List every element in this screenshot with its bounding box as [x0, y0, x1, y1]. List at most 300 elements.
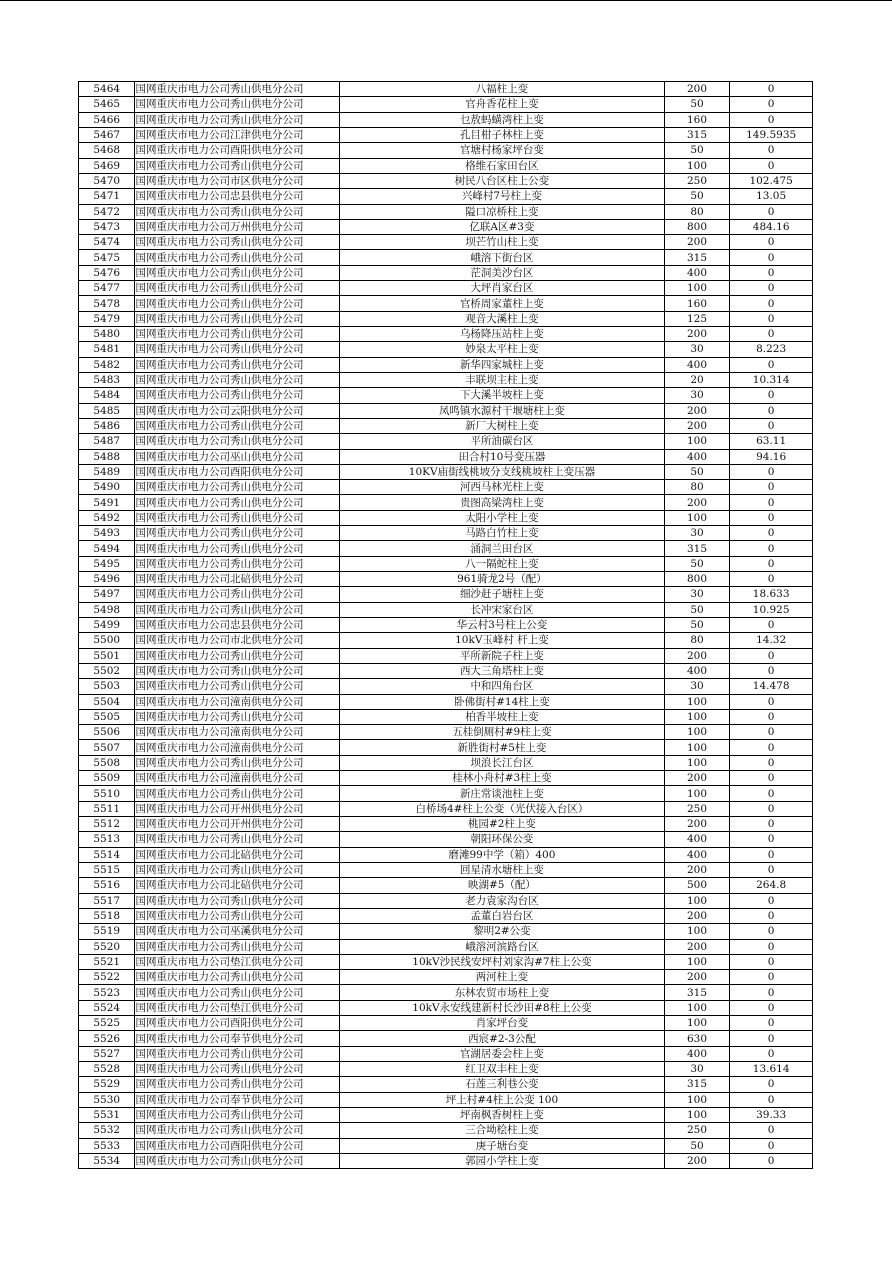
- row-number-cell: 5466: [79, 112, 135, 127]
- company-cell: 国网重庆市电力公司秀山供电分公司: [135, 970, 340, 985]
- row-number-cell: 5529: [79, 1077, 135, 1092]
- company-cell: 国网重庆市电力公司秀山供电分公司: [135, 786, 340, 801]
- row-number-cell: 5515: [79, 862, 135, 877]
- capacity-cell: 100: [664, 281, 730, 296]
- value-cell: 0: [730, 648, 813, 663]
- company-cell: 国网重庆市电力公司秀山供电分公司: [135, 893, 340, 908]
- row-number-cell: 5486: [79, 418, 135, 433]
- row-number-cell: 5487: [79, 434, 135, 449]
- row-number-cell: 5488: [79, 449, 135, 464]
- capacity-cell: 315: [664, 985, 730, 1000]
- value-cell: 0: [730, 1000, 813, 1015]
- value-cell: 0: [730, 510, 813, 525]
- transformer-name-cell: 10kV永安线建新村长沙田#8柱上公变: [340, 1000, 665, 1015]
- capacity-cell: 250: [664, 173, 730, 188]
- capacity-cell: 160: [664, 112, 730, 127]
- company-cell: 国网重庆市电力公司秀山供电分公司: [135, 602, 340, 617]
- table-row: [79, 127, 813, 142]
- value-cell: 0: [730, 908, 813, 923]
- value-cell: 0: [730, 954, 813, 969]
- company-cell: 国网重庆市电力公司秀山供电分公司: [135, 663, 340, 678]
- table-row: [79, 342, 813, 357]
- capacity-cell: 200: [664, 939, 730, 954]
- row-number-cell: 5511: [79, 801, 135, 816]
- value-cell: 0: [730, 403, 813, 418]
- row-number-cell: 5484: [79, 388, 135, 403]
- table-row: [79, 112, 813, 127]
- transformer-name-cell: 马路白竹柱上变: [340, 526, 665, 541]
- company-cell: 国网重庆市电力公司酉阳供电分公司: [135, 143, 340, 158]
- table-row: [79, 296, 813, 311]
- value-cell: 0: [730, 832, 813, 847]
- value-cell: 0: [730, 235, 813, 250]
- value-cell: 18.633: [730, 587, 813, 602]
- capacity-cell: 400: [664, 449, 730, 464]
- row-number-cell: 5517: [79, 893, 135, 908]
- transformer-name-cell: 乜敖蚂蟥湾柱上变: [340, 112, 665, 127]
- company-cell: 国网重庆市电力公司秀山供电分公司: [135, 556, 340, 571]
- table-row: [79, 541, 813, 556]
- company-cell: 国网重庆市电力公司秀山供电分公司: [135, 648, 340, 663]
- company-cell: 国网重庆市电力公司秀山供电分公司: [135, 755, 340, 770]
- transformer-name-cell: 回星清水塘柱上变: [340, 862, 665, 877]
- transformer-name-cell: 平所油碳台区: [340, 434, 665, 449]
- capacity-cell: 200: [664, 970, 730, 985]
- company-cell: 国网重庆市电力公司忠县供电分公司: [135, 617, 340, 632]
- capacity-cell: 50: [664, 464, 730, 479]
- transformer-name-cell: 八一隔蛇柱上变: [340, 556, 665, 571]
- value-cell: 0: [730, 1077, 813, 1092]
- row-number-cell: 5518: [79, 908, 135, 923]
- transformer-name-cell: 峨溶下街台区: [340, 250, 665, 265]
- value-cell: 0: [730, 418, 813, 433]
- value-cell: 0: [730, 388, 813, 403]
- transformer-name-cell: 石莲三利巷公变: [340, 1077, 665, 1092]
- transformer-name-cell: 庚子塘台变: [340, 1138, 665, 1153]
- transformer-name-cell: 三合坳桧柱上变: [340, 1123, 665, 1138]
- company-cell: 国网重庆市电力公司秀山供电分公司: [135, 832, 340, 847]
- company-cell: 国网重庆市电力公司秀山供电分公司: [135, 265, 340, 280]
- table-row: [79, 143, 813, 158]
- table-row: [79, 357, 813, 372]
- value-cell: 149.5935: [730, 127, 813, 142]
- value-cell: 0: [730, 1092, 813, 1107]
- table-row: [79, 954, 813, 969]
- company-cell: 国网重庆市电力公司秀山供电分公司: [135, 112, 340, 127]
- row-number-cell: 5497: [79, 587, 135, 602]
- capacity-cell: 50: [664, 1138, 730, 1153]
- transformer-name-cell: 西宸#2-3公配: [340, 1031, 665, 1046]
- capacity-cell: 200: [664, 771, 730, 786]
- company-cell: 国网重庆市电力公司北碚供电分公司: [135, 572, 340, 587]
- company-cell: 国网重庆市电力公司秀山供电分公司: [135, 296, 340, 311]
- transformer-name-cell: 肖家坪台变: [340, 1016, 665, 1031]
- row-number-cell: 5473: [79, 219, 135, 234]
- transformer-name-cell: 隘口凉桥柱上变: [340, 204, 665, 219]
- transformer-name-cell: 官湖居委会柱上变: [340, 1046, 665, 1061]
- row-number-cell: 5527: [79, 1046, 135, 1061]
- table-row: [79, 1046, 813, 1061]
- row-number-cell: 5510: [79, 786, 135, 801]
- table-row: [79, 587, 813, 602]
- row-number-cell: 5503: [79, 679, 135, 694]
- company-cell: 国网重庆市电力公司万州供电分公司: [135, 219, 340, 234]
- transformer-name-cell: 下大溪半坡柱上变: [340, 388, 665, 403]
- row-number-cell: 5477: [79, 281, 135, 296]
- table-row: [79, 862, 813, 877]
- table-row: [79, 250, 813, 265]
- table-row: [79, 663, 813, 678]
- transformer-name-cell: 老力袁家沟台区: [340, 893, 665, 908]
- capacity-cell: 200: [664, 418, 730, 433]
- value-cell: 0: [730, 327, 813, 342]
- table-row: [79, 924, 813, 939]
- capacity-cell: 400: [664, 847, 730, 862]
- table-row: [79, 725, 813, 740]
- transformer-name-cell: 桂林小舟村#3柱上变: [340, 771, 665, 786]
- transformer-name-cell: 太阳小学柱上变: [340, 510, 665, 525]
- row-number-cell: 5507: [79, 740, 135, 755]
- capacity-cell: 200: [664, 327, 730, 342]
- table-row: [79, 418, 813, 433]
- company-cell: 国网重庆市电力公司江津供电分公司: [135, 127, 340, 142]
- company-cell: 国网重庆市电力公司秀山供电分公司: [135, 418, 340, 433]
- row-number-cell: 5470: [79, 173, 135, 188]
- table-row: [79, 1153, 813, 1168]
- company-cell: 国网重庆市电力公司市区供电分公司: [135, 173, 340, 188]
- table-row: [79, 158, 813, 173]
- transformer-name-cell: 黎明2#公变: [340, 924, 665, 939]
- table-row: [79, 572, 813, 587]
- row-number-cell: 5516: [79, 878, 135, 893]
- value-cell: 0: [730, 526, 813, 541]
- transformer-name-cell: 格维石家田台区: [340, 158, 665, 173]
- transformer-name-cell: 柏香半坡柱上变: [340, 709, 665, 724]
- company-cell: 国网重庆市电力公司秀山供电分公司: [135, 327, 340, 342]
- capacity-cell: 125: [664, 311, 730, 326]
- row-number-cell: 5492: [79, 510, 135, 525]
- capacity-cell: 160: [664, 296, 730, 311]
- transformer-table: [78, 81, 813, 1169]
- transformer-name-cell: 官塘村杨家坪台变: [340, 143, 665, 158]
- capacity-cell: 800: [664, 572, 730, 587]
- capacity-cell: 200: [664, 235, 730, 250]
- capacity-cell: 50: [664, 97, 730, 112]
- capacity-cell: 50: [664, 617, 730, 632]
- capacity-cell: 30: [664, 388, 730, 403]
- capacity-cell: 100: [664, 893, 730, 908]
- capacity-cell: 100: [664, 924, 730, 939]
- value-cell: 0: [730, 265, 813, 280]
- capacity-cell: 100: [664, 1016, 730, 1031]
- row-number-cell: 5523: [79, 985, 135, 1000]
- transformer-name-cell: 峨溶河滨路台区: [340, 939, 665, 954]
- capacity-cell: 30: [664, 1062, 730, 1077]
- value-cell: 8.223: [730, 342, 813, 357]
- row-number-cell: 5482: [79, 357, 135, 372]
- company-cell: 国网重庆市电力公司秀山供电分公司: [135, 1123, 340, 1138]
- row-number-cell: 5506: [79, 725, 135, 740]
- capacity-cell: 100: [664, 709, 730, 724]
- value-cell: 0: [730, 862, 813, 877]
- table-row: [79, 679, 813, 694]
- company-cell: 国网重庆市电力公司秀山供电分公司: [135, 495, 340, 510]
- transformer-name-cell: 八福柱上变: [340, 82, 665, 97]
- row-number-cell: 5499: [79, 617, 135, 632]
- transformer-name-cell: 961骑龙2号（配）: [340, 572, 665, 587]
- capacity-cell: 80: [664, 480, 730, 495]
- capacity-cell: 200: [664, 1153, 730, 1168]
- table-row: [79, 602, 813, 617]
- transformer-name-cell: 长冲宋家台区: [340, 602, 665, 617]
- value-cell: 0: [730, 725, 813, 740]
- company-cell: 国网重庆市电力公司开州供电分公司: [135, 801, 340, 816]
- value-cell: 0: [730, 250, 813, 265]
- value-cell: 63.11: [730, 434, 813, 449]
- value-cell: 0: [730, 985, 813, 1000]
- transformer-name-cell: 平所新院子柱上变: [340, 648, 665, 663]
- company-cell: 国网重庆市电力公司市北供电分公司: [135, 633, 340, 648]
- value-cell: 0: [730, 82, 813, 97]
- transformer-name-cell: 河西马林光柱上变: [340, 480, 665, 495]
- transformer-name-cell: 妙泉太平柱上变: [340, 342, 665, 357]
- table-row: [79, 480, 813, 495]
- company-cell: 国网重庆市电力公司秀山供电分公司: [135, 480, 340, 495]
- capacity-cell: 200: [664, 817, 730, 832]
- company-cell: 国网重庆市电力公司秀山供电分公司: [135, 434, 340, 449]
- capacity-cell: 315: [664, 127, 730, 142]
- company-cell: 国网重庆市电力公司秀山供电分公司: [135, 311, 340, 326]
- table-row: [79, 311, 813, 326]
- row-number-cell: 5480: [79, 327, 135, 342]
- company-cell: 国网重庆市电力公司秀山供电分公司: [135, 158, 340, 173]
- company-cell: 国网重庆市电力公司秀山供电分公司: [135, 709, 340, 724]
- row-number-cell: 5532: [79, 1123, 135, 1138]
- value-cell: 0: [730, 541, 813, 556]
- capacity-cell: 400: [664, 265, 730, 280]
- company-cell: 国网重庆市电力公司云阳供电分公司: [135, 403, 340, 418]
- transformer-name-cell: 涌洞兰田台区: [340, 541, 665, 556]
- row-number-cell: 5496: [79, 572, 135, 587]
- row-number-cell: 5465: [79, 97, 135, 112]
- row-number-cell: 5498: [79, 602, 135, 617]
- table-body: [79, 82, 813, 1169]
- value-cell: 0: [730, 281, 813, 296]
- row-number-cell: 5479: [79, 311, 135, 326]
- capacity-cell: 315: [664, 541, 730, 556]
- row-number-cell: 5490: [79, 480, 135, 495]
- table-row: [79, 1138, 813, 1153]
- row-number-cell: 5485: [79, 403, 135, 418]
- row-number-cell: 5464: [79, 82, 135, 97]
- table-row: [79, 985, 813, 1000]
- capacity-cell: 30: [664, 342, 730, 357]
- capacity-cell: 50: [664, 143, 730, 158]
- value-cell: 0: [730, 663, 813, 678]
- value-cell: 0: [730, 801, 813, 816]
- capacity-cell: 100: [664, 786, 730, 801]
- transformer-name-cell: 丰联坝主柱上变: [340, 372, 665, 387]
- company-cell: 国网重庆市电力公司秀山供电分公司: [135, 204, 340, 219]
- value-cell: 0: [730, 786, 813, 801]
- transformer-name-cell: 映湖#5（配）: [340, 878, 665, 893]
- company-cell: 国网重庆市电力公司秀山供电分公司: [135, 908, 340, 923]
- capacity-cell: 100: [664, 1092, 730, 1107]
- capacity-cell: 200: [664, 82, 730, 97]
- row-number-cell: 5476: [79, 265, 135, 280]
- company-cell: 国网重庆市电力公司秀山供电分公司: [135, 1046, 340, 1061]
- capacity-cell: 80: [664, 204, 730, 219]
- row-number-cell: 5508: [79, 755, 135, 770]
- capacity-cell: 200: [664, 908, 730, 923]
- capacity-cell: 800: [664, 219, 730, 234]
- row-number-cell: 5494: [79, 541, 135, 556]
- capacity-cell: 100: [664, 434, 730, 449]
- capacity-cell: 400: [664, 1046, 730, 1061]
- row-number-cell: 5509: [79, 771, 135, 786]
- company-cell: 国网重庆市电力公司秀山供电分公司: [135, 357, 340, 372]
- table-row: [79, 556, 813, 571]
- table-row: [79, 449, 813, 464]
- value-cell: 10.925: [730, 602, 813, 617]
- value-cell: 0: [730, 970, 813, 985]
- capacity-cell: 20: [664, 372, 730, 387]
- row-number-cell: 5525: [79, 1016, 135, 1031]
- company-cell: 国网重庆市电力公司秀山供电分公司: [135, 526, 340, 541]
- transformer-name-cell: 郭园小学柱上变: [340, 1153, 665, 1168]
- company-cell: 国网重庆市电力公司秀山供电分公司: [135, 235, 340, 250]
- value-cell: 0: [730, 480, 813, 495]
- company-cell: 国网重庆市电力公司巫山供电分公司: [135, 449, 340, 464]
- company-cell: 国网重庆市电力公司秀山供电分公司: [135, 1153, 340, 1168]
- transformer-name-cell: 孔目柑子林柱上变: [340, 127, 665, 142]
- company-cell: 国网重庆市电力公司秀山供电分公司: [135, 281, 340, 296]
- transformer-name-cell: 10kV沙民线安坪村刘家沟#7柱上公变: [340, 954, 665, 969]
- capacity-cell: 100: [664, 694, 730, 709]
- table-row: [79, 817, 813, 832]
- transformer-name-cell: 官舟香花柱上变: [340, 97, 665, 112]
- transformer-name-cell: 10kV玉峰村 杆上变: [340, 633, 665, 648]
- capacity-cell: 200: [664, 862, 730, 877]
- row-number-cell: 5528: [79, 1062, 135, 1077]
- table-row: [79, 1107, 813, 1122]
- value-cell: 94.16: [730, 449, 813, 464]
- value-cell: 0: [730, 740, 813, 755]
- transformer-name-cell: 两河柱上变: [340, 970, 665, 985]
- company-cell: 国网重庆市电力公司酉阳供电分公司: [135, 464, 340, 479]
- transformer-name-cell: 新厂大树柱上变: [340, 418, 665, 433]
- table-row: [79, 265, 813, 280]
- table-row: [79, 388, 813, 403]
- value-cell: 0: [730, 158, 813, 173]
- company-cell: 国网重庆市电力公司秀山供电分公司: [135, 97, 340, 112]
- table-row: [79, 648, 813, 663]
- company-cell: 国网重庆市电力公司秀山供电分公司: [135, 679, 340, 694]
- transformer-name-cell: 坪南枫香树柱上变: [340, 1107, 665, 1122]
- table-row: [79, 1092, 813, 1107]
- value-cell: 0: [730, 617, 813, 632]
- transformer-name-cell: 兴峰村7号柱上变: [340, 189, 665, 204]
- value-cell: 0: [730, 1046, 813, 1061]
- capacity-cell: 100: [664, 1000, 730, 1015]
- capacity-cell: 315: [664, 250, 730, 265]
- row-number-cell: 5471: [79, 189, 135, 204]
- company-cell: 国网重庆市电力公司秀山供电分公司: [135, 388, 340, 403]
- capacity-cell: 50: [664, 189, 730, 204]
- row-number-cell: 5478: [79, 296, 135, 311]
- table-row: [79, 633, 813, 648]
- transformer-name-cell: 桃园#2柱上变: [340, 817, 665, 832]
- table-row: [79, 82, 813, 97]
- row-number-cell: 5475: [79, 250, 135, 265]
- value-cell: 484.16: [730, 219, 813, 234]
- row-number-cell: 5522: [79, 970, 135, 985]
- value-cell: 0: [730, 296, 813, 311]
- value-cell: 0: [730, 893, 813, 908]
- row-number-cell: 5500: [79, 633, 135, 648]
- table-row: [79, 755, 813, 770]
- row-number-cell: 5504: [79, 694, 135, 709]
- row-number-cell: 5530: [79, 1092, 135, 1107]
- row-number-cell: 5505: [79, 709, 135, 724]
- table-row: [79, 204, 813, 219]
- table-row: [79, 464, 813, 479]
- table-row: [79, 1031, 813, 1046]
- transformer-name-cell: 官桥周家董柱上变: [340, 296, 665, 311]
- transformer-name-cell: 朝阳环保公变: [340, 832, 665, 847]
- company-cell: 国网重庆市电力公司奉节供电分公司: [135, 1031, 340, 1046]
- row-number-cell: 5533: [79, 1138, 135, 1153]
- company-cell: 国网重庆市电力公司秀山供电分公司: [135, 510, 340, 525]
- company-cell: 国网重庆市电力公司奉节供电分公司: [135, 1092, 340, 1107]
- value-cell: 0: [730, 709, 813, 724]
- company-cell: 国网重庆市电力公司秀山供电分公司: [135, 939, 340, 954]
- table-row: [79, 235, 813, 250]
- company-cell: 国网重庆市电力公司秀山供电分公司: [135, 372, 340, 387]
- capacity-cell: 400: [664, 832, 730, 847]
- capacity-cell: 200: [664, 648, 730, 663]
- capacity-cell: 100: [664, 755, 730, 770]
- table-row: [79, 526, 813, 541]
- transformer-name-cell: 亿联A区#3变: [340, 219, 665, 234]
- capacity-cell: 200: [664, 403, 730, 418]
- row-number-cell: 5520: [79, 939, 135, 954]
- row-number-cell: 5474: [79, 235, 135, 250]
- row-number-cell: 5519: [79, 924, 135, 939]
- row-number-cell: 5483: [79, 372, 135, 387]
- table-row: [79, 878, 813, 893]
- row-number-cell: 5501: [79, 648, 135, 663]
- capacity-cell: 315: [664, 1077, 730, 1092]
- table-row: [79, 1000, 813, 1015]
- transformer-name-cell: 白桥场4#柱上公变（光伏接入台区）: [340, 801, 665, 816]
- value-cell: 13.05: [730, 189, 813, 204]
- company-cell: 国网重庆市电力公司垫江供电分公司: [135, 1000, 340, 1015]
- table-row: [79, 189, 813, 204]
- capacity-cell: 100: [664, 954, 730, 969]
- table-row: [79, 939, 813, 954]
- row-number-cell: 5502: [79, 663, 135, 678]
- company-cell: 国网重庆市电力公司开州供电分公司: [135, 817, 340, 832]
- value-cell: 14.32: [730, 633, 813, 648]
- company-cell: 国网重庆市电力公司酉阳供电分公司: [135, 1138, 340, 1153]
- transformer-name-cell: 五桂倒厕村#9柱上变: [340, 725, 665, 740]
- value-cell: 0: [730, 97, 813, 112]
- transformer-name-cell: 田合村10号变压器: [340, 449, 665, 464]
- company-cell: 国网重庆市电力公司秀山供电分公司: [135, 1062, 340, 1077]
- value-cell: 0: [730, 572, 813, 587]
- table-row: [79, 908, 813, 923]
